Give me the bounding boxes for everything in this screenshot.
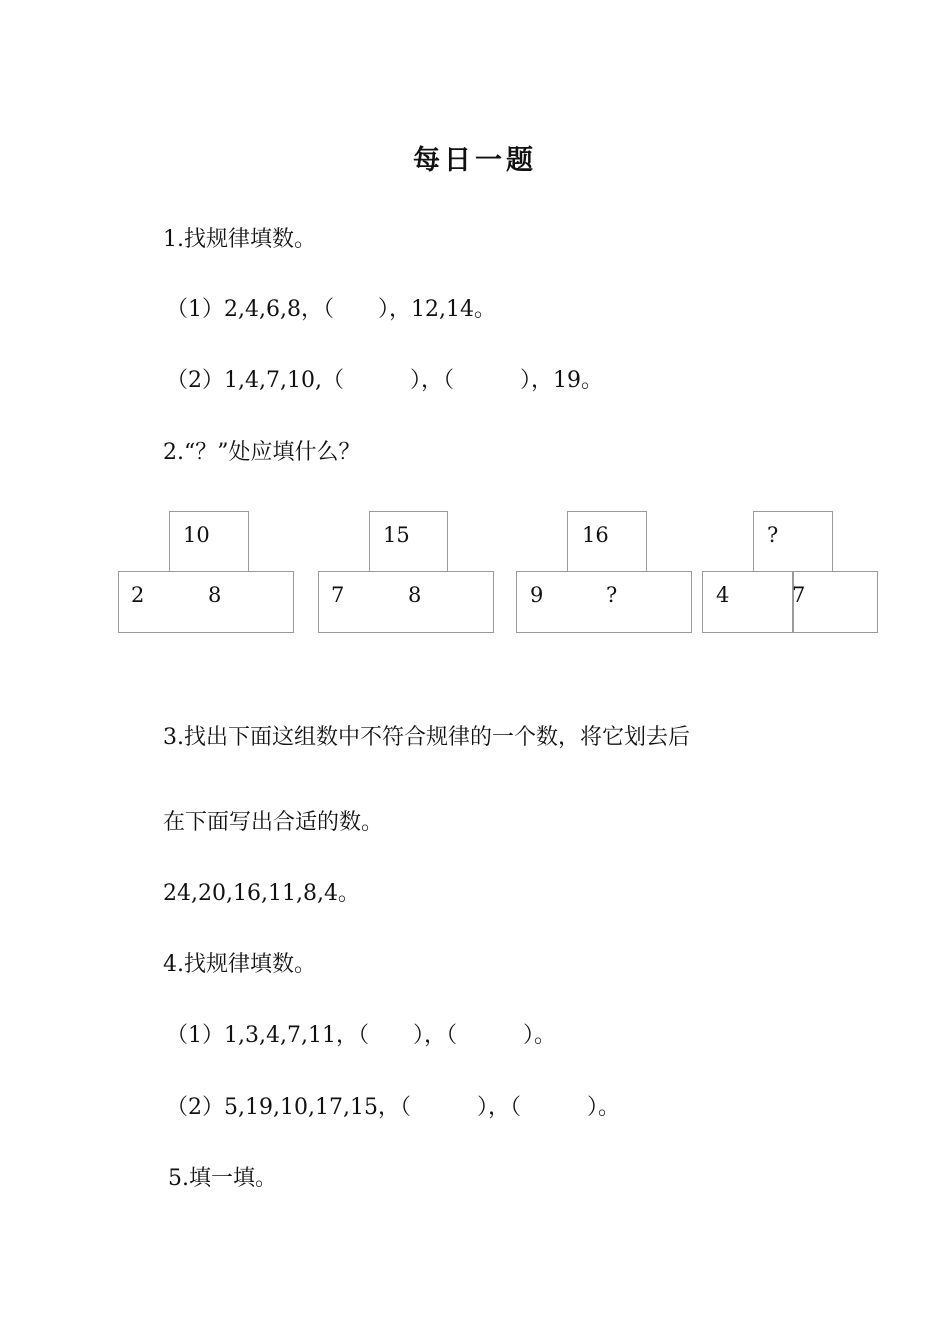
box-right-number: 8	[208, 583, 222, 607]
question-5-heading: 5.填一填。	[168, 1166, 277, 1191]
box-right-number: 7	[792, 583, 806, 607]
box-left-number: 4	[716, 583, 730, 607]
question-2-heading: 2.“？”处应填什么？	[163, 440, 361, 465]
number-box-bottom	[318, 571, 494, 633]
box-top-number: ?	[767, 523, 779, 547]
box-right-number: ?	[606, 583, 618, 607]
question-1-part-2: （2）1,4,7,10,（ ），（ ），19。	[166, 368, 603, 393]
question-1-heading: 1.找规律填数。	[163, 227, 316, 252]
page-title: 每日一题	[413, 145, 537, 176]
question-3-numbers: 24,20,16,11,8,4。	[163, 881, 360, 906]
question-1-part-1: （1）2,4,6,8，（ ），12,14。	[166, 297, 496, 322]
question-4-part-1: （1）1,3,4,7,11，（ ），（ ）。	[166, 1023, 556, 1048]
box-top-number: 10	[183, 523, 210, 547]
box-left-number: 7	[331, 583, 345, 607]
question-4-part-2: （2）5,19,10,17,15，（ ），（ ）。	[166, 1095, 620, 1120]
question-4-heading: 4.找规律填数。	[163, 952, 316, 977]
number-box-top	[753, 511, 833, 572]
question-3-heading: 3.找出下面这组数中不符合规律的一个数，将它划去后	[163, 725, 690, 750]
box-left-number: 9	[530, 583, 544, 607]
number-box-bottom	[118, 571, 294, 633]
box-top-number: 15	[383, 523, 410, 547]
question-3-heading-continued: 在下面写出合适的数。	[163, 810, 384, 835]
box-right-number: 8	[408, 583, 422, 607]
box-left-number: 2	[131, 583, 145, 607]
box-top-number: 16	[582, 523, 609, 547]
